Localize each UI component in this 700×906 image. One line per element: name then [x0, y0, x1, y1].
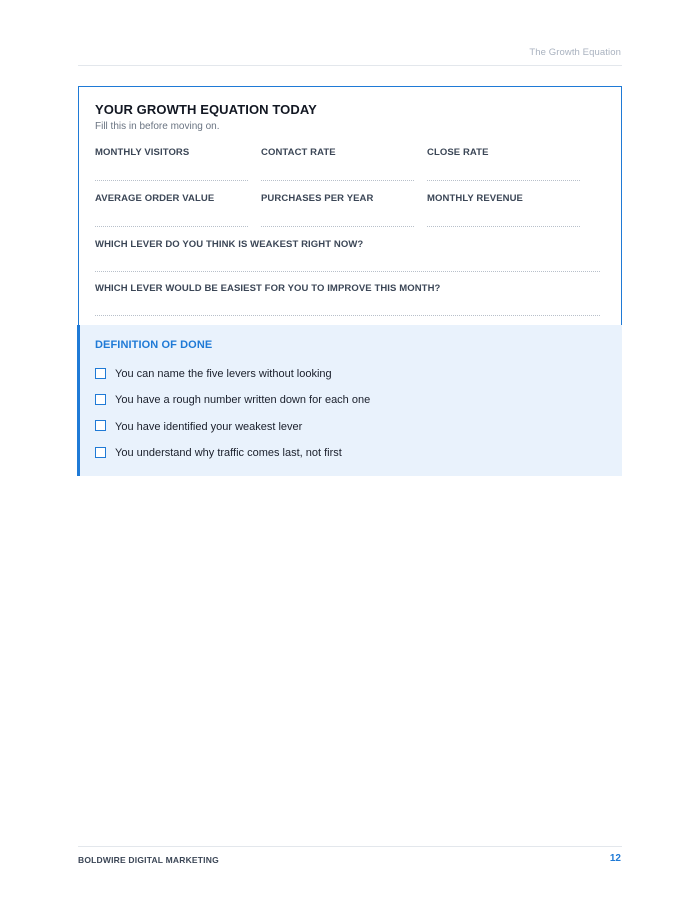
field-label: AVERAGE ORDER VALUE [95, 193, 215, 204]
field-monthly-revenue [427, 193, 593, 239]
monthly-revenue-blank[interactable] [427, 215, 580, 227]
checklist-item-text: You have a rough number written down for each one [115, 394, 371, 407]
metric-fields-grid [95, 147, 605, 239]
checklist [95, 361, 622, 466]
growth-equation-worksheet [78, 86, 622, 326]
checklist-item-text: You have identified your weakest lever [115, 420, 303, 433]
worksheet-subtitle: Fill this in before moving on. [95, 121, 220, 132]
monthly-visitors-blank[interactable] [95, 169, 248, 181]
field-monthly-visitors [95, 147, 261, 193]
question-label: WHICH LEVER DO YOU THINK IS WEAKEST RIGHT NOW? [95, 239, 364, 250]
field-label: MONTHLY VISITORS [95, 147, 190, 158]
checklist-item-text: You understand why traffic comes last, not first [115, 447, 342, 460]
footer-divider [78, 846, 622, 847]
field-label: MONTHLY REVENUE [427, 193, 523, 204]
checkbox[interactable] [95, 394, 106, 405]
definition-of-done-panel [77, 325, 622, 476]
definition-of-done-title: DEFINITION OF DONE [95, 339, 213, 351]
easiest-lever-blank[interactable] [95, 304, 600, 316]
checklist-item [95, 414, 622, 440]
worksheet-title: YOUR GROWTH EQUATION TODAY [95, 102, 317, 117]
purchases-per-year-blank[interactable] [261, 215, 414, 227]
weakest-lever-blank[interactable] [95, 260, 600, 272]
footer-brand: BOLDWIRE DIGITAL MARKETING [78, 855, 219, 865]
checkbox[interactable] [95, 368, 106, 379]
field-label: CONTACT RATE [261, 147, 336, 158]
page-number: 12 [609, 853, 621, 864]
header-divider [78, 65, 622, 66]
checkbox[interactable] [95, 447, 106, 458]
close-rate-blank[interactable] [427, 169, 580, 181]
field-close-rate [427, 147, 593, 193]
field-label: CLOSE RATE [427, 147, 489, 158]
checklist-item-text: You can name the five levers without looking [115, 368, 332, 381]
field-purchases-per-year [261, 193, 427, 239]
contact-rate-blank[interactable] [261, 169, 414, 181]
checklist-item [95, 387, 622, 413]
question-easiest-lever [95, 283, 605, 316]
checkbox[interactable] [95, 420, 106, 431]
average-order-value-blank[interactable] [95, 215, 248, 227]
field-contact-rate [261, 147, 427, 193]
checklist-item [95, 361, 622, 387]
field-average-order-value [95, 193, 261, 239]
field-label: PURCHASES PER YEAR [261, 193, 374, 204]
running-title: The Growth Equation [529, 47, 621, 58]
question-weakest-lever [95, 239, 605, 272]
checklist-item [95, 440, 622, 466]
question-label: WHICH LEVER WOULD BE EASIEST FOR YOU TO IMPROVE THIS MONTH? [95, 283, 441, 294]
